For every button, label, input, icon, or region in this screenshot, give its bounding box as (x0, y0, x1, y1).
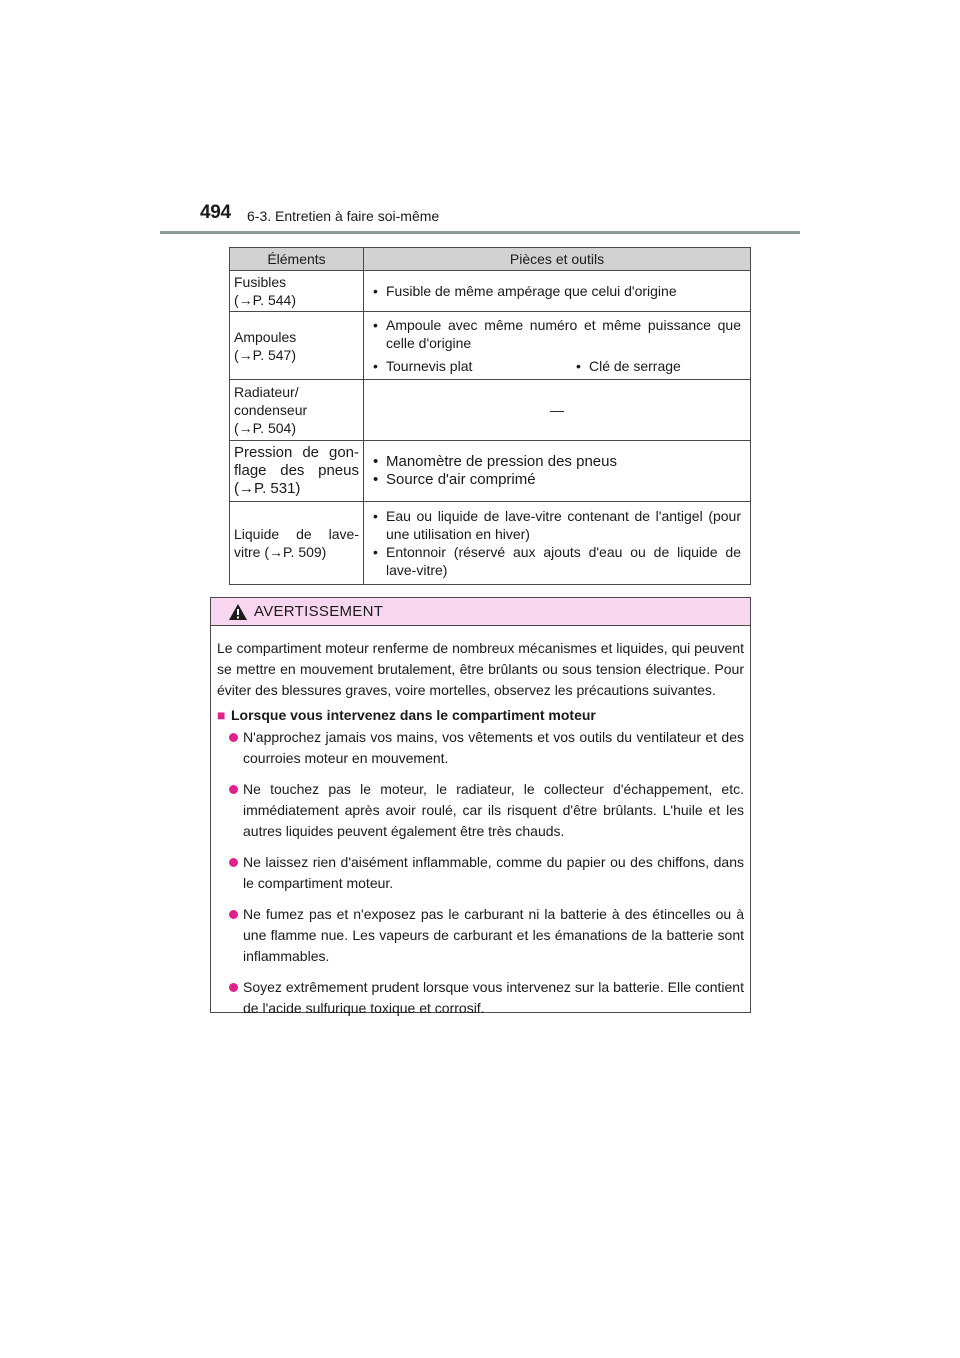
warning-title: AVERTISSEMENT (254, 603, 384, 620)
item-label: flage des pneus (234, 462, 359, 479)
page-reference: (→P. 547) (234, 346, 296, 363)
tools-list (373, 453, 741, 489)
circle-bullet-icon (229, 858, 238, 867)
tool-item: • Eau ou liquide de lave-vitre contenant de l'antigel (pour une utilisation en hiver) (373, 507, 741, 543)
warning-triangle-icon (228, 603, 248, 621)
list-item-text: N'approchez jamais vos mains, vos vêtements et vos outils du ventilateur et des courroies moteur en mouvement. (243, 729, 744, 766)
circle-bullet-icon (229, 983, 238, 992)
table-row (230, 502, 751, 585)
tools-list (373, 507, 741, 579)
warning-header (211, 598, 750, 626)
tool-item: • Fusible de même ampérage que celui d'origine (373, 282, 741, 300)
tool-item: • Entonnoir (réservé aux ajouts d'eau ou de liquide de lave-vitre) (373, 543, 741, 579)
item-cell (230, 502, 364, 585)
square-bullet-icon: ■ (217, 707, 226, 723)
header-divider (160, 231, 800, 234)
tools-cell (364, 380, 751, 441)
list-item-text: Soyez extrêmement prudent lorsque vous intervenez sur la batterie. Elle contient de l'acide sulfurique toxique et corrosif. (243, 979, 744, 1016)
item-label: condenseur (234, 402, 308, 418)
tools-list (373, 316, 741, 352)
list-item (217, 779, 744, 842)
list-item (217, 852, 744, 894)
item-cell (230, 271, 364, 312)
tools-cell (364, 441, 751, 502)
tools-cell (364, 312, 751, 380)
table-row (230, 441, 751, 502)
warning-box (210, 597, 751, 1016)
item-label: Liquide de lave- (234, 526, 359, 542)
tool-item: • Source d'air comprimé (373, 471, 741, 489)
page-header (160, 196, 800, 234)
list-item (217, 904, 744, 967)
item-label: Fusibles (234, 274, 287, 290)
warning-intro: Le compartiment moteur renferme de nombreux mécanismes et liquides, qui peuvent se mettre en mouvement brutalement, être brûlants ou sous tension électrique. Pour éviter des blessures graves, voire mortelles, observez les précautions suivantes. (217, 640, 744, 698)
tools-list (373, 282, 741, 300)
circle-bullet-icon (229, 733, 238, 742)
list-item-text: Ne fumez pas et n'exposez pas le carburant ni la batterie à des étincelles ou à une flamme nue. Les vapeurs de carburant et les émanations de la batterie sont inflammables. (243, 906, 744, 964)
page-reference: vitre (→P. 509) (234, 544, 327, 560)
tool-item: • Clé de serrage (576, 357, 681, 375)
section-title: 6-3. Entretien à faire soi-même (247, 208, 440, 224)
item-label: Radiateur/ (234, 384, 299, 400)
tools-pair (373, 357, 741, 375)
page-number: 494 (200, 202, 231, 223)
table-row (230, 380, 751, 441)
circle-bullet-icon (229, 785, 238, 794)
warning-subheading (217, 705, 744, 726)
list-item-text: Ne laissez rien d'aisément inflammable, comme du papier ou des chiffons, dans le compartiment moteur. (243, 854, 744, 891)
list-item (217, 727, 744, 769)
item-cell (230, 312, 364, 380)
item-label: Ampoules (234, 328, 297, 345)
item-label: Pression de gon- (234, 444, 359, 461)
item-cell (230, 441, 364, 502)
list-item (217, 977, 744, 1019)
page-reference: (→P. 544) (234, 292, 296, 308)
parts-table (229, 247, 751, 585)
tools-cell (364, 271, 751, 312)
warning-list (217, 727, 744, 1019)
table-row (230, 312, 751, 380)
subheading-text: Lorsque vous intervenez dans le compartiment moteur (231, 707, 596, 723)
empty-dash: — (550, 402, 564, 418)
table-row (230, 271, 751, 312)
table-header-row (230, 248, 751, 271)
item-cell (230, 380, 364, 441)
circle-bullet-icon (229, 910, 238, 919)
tool-item: • Manomètre de pression des pneus (373, 453, 741, 471)
warning-body (211, 626, 750, 1019)
tool-item: • Tournevis plat (373, 357, 576, 375)
tools-cell (364, 502, 751, 585)
column-header-tools: Pièces et outils (364, 248, 751, 271)
page-reference: (→P. 531) (234, 480, 301, 497)
page-reference: (→P. 504) (234, 420, 296, 436)
column-header-items: Éléments (230, 248, 364, 271)
tool-item: • Ampoule avec même numéro et même puissance que celle d'origine (373, 316, 741, 352)
list-item-text: Ne touchez pas le moteur, le radiateur, le collecteur d'échappement, etc. immédiatement après avoir roulé, car ils risquent d'être brûlants. L'huile et les autres liquides peuvent également être très chauds. (243, 781, 744, 839)
